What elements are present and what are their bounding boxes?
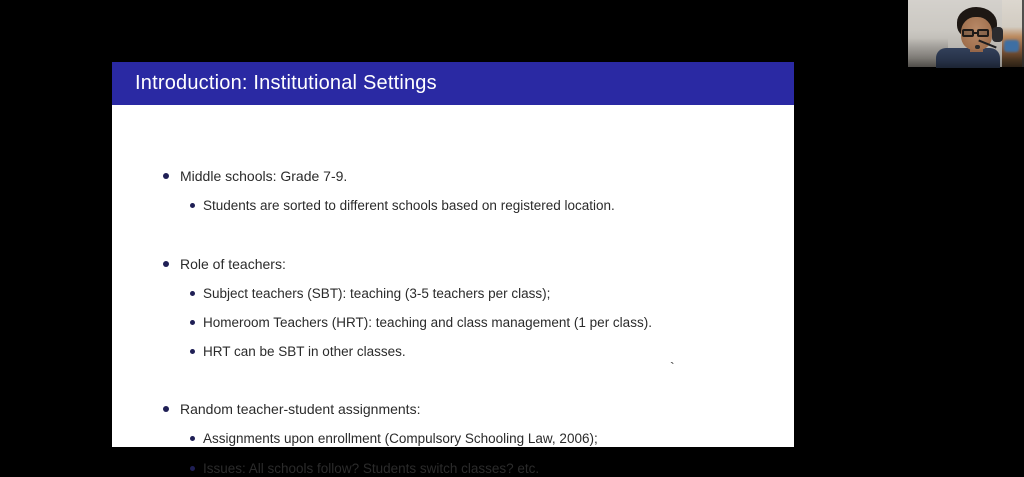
bullet-text: HRT can be SBT in other classes. [203, 343, 406, 359]
bullet-item [163, 400, 420, 418]
headset-mic-tip [975, 45, 980, 49]
webcam-blue-object [1004, 40, 1019, 52]
slide-body [112, 105, 794, 476]
bullet-dot-icon [163, 406, 169, 412]
webcam-desk-area [1002, 0, 1024, 67]
bullet-text: Role of teachers: [180, 256, 286, 272]
bullet-dot-icon [190, 466, 195, 471]
bullet-item [190, 313, 652, 331]
bullet-text: Students are sorted to different schools based on registered location. [203, 197, 615, 213]
webcam-thumbnail[interactable] [908, 0, 1024, 67]
bullet-text: Middle schools: Grade 7-9. [180, 168, 348, 184]
bullet-item [190, 342, 406, 360]
presentation-slide [112, 62, 794, 476]
bullet-text: Subject teachers (SBT): teaching (3-5 teachers per class); [203, 285, 551, 301]
bullet-dot-icon [163, 261, 169, 267]
bullet-item [190, 284, 550, 302]
presenter-glasses [962, 29, 991, 38]
bullet-text: Assignments upon enrollment (Compulsory Schooling Law, 2006); [203, 430, 598, 446]
bullet-dot-icon [190, 320, 195, 325]
glasses-right-lens [977, 29, 989, 37]
bullet-item [190, 429, 598, 447]
bullet-item [163, 255, 286, 273]
bullet-text: Random teacher-student assignments: [180, 401, 421, 417]
bullet-item [163, 167, 347, 185]
presenter-torso [936, 48, 1000, 68]
headset-earcup [992, 27, 1003, 42]
slide-title-bar [112, 62, 794, 105]
stray-annotation-mark: ` [670, 359, 675, 375]
bullet-text: Homeroom Teachers (HRT): teaching and class management (1 per class). [203, 314, 652, 330]
bullet-text: Issues: All schools follow? Students switch classes? etc. [203, 460, 540, 476]
bullet-item [190, 459, 539, 477]
bullet-dot-icon [190, 291, 195, 296]
bullet-dot-icon [163, 173, 169, 179]
bullet-dot-icon [190, 349, 195, 354]
bullet-dot-icon [190, 203, 195, 208]
slide-title: Introduction: Institutional Settings [135, 72, 437, 94]
bullet-item [190, 196, 615, 214]
bullet-dot-icon [190, 436, 195, 441]
